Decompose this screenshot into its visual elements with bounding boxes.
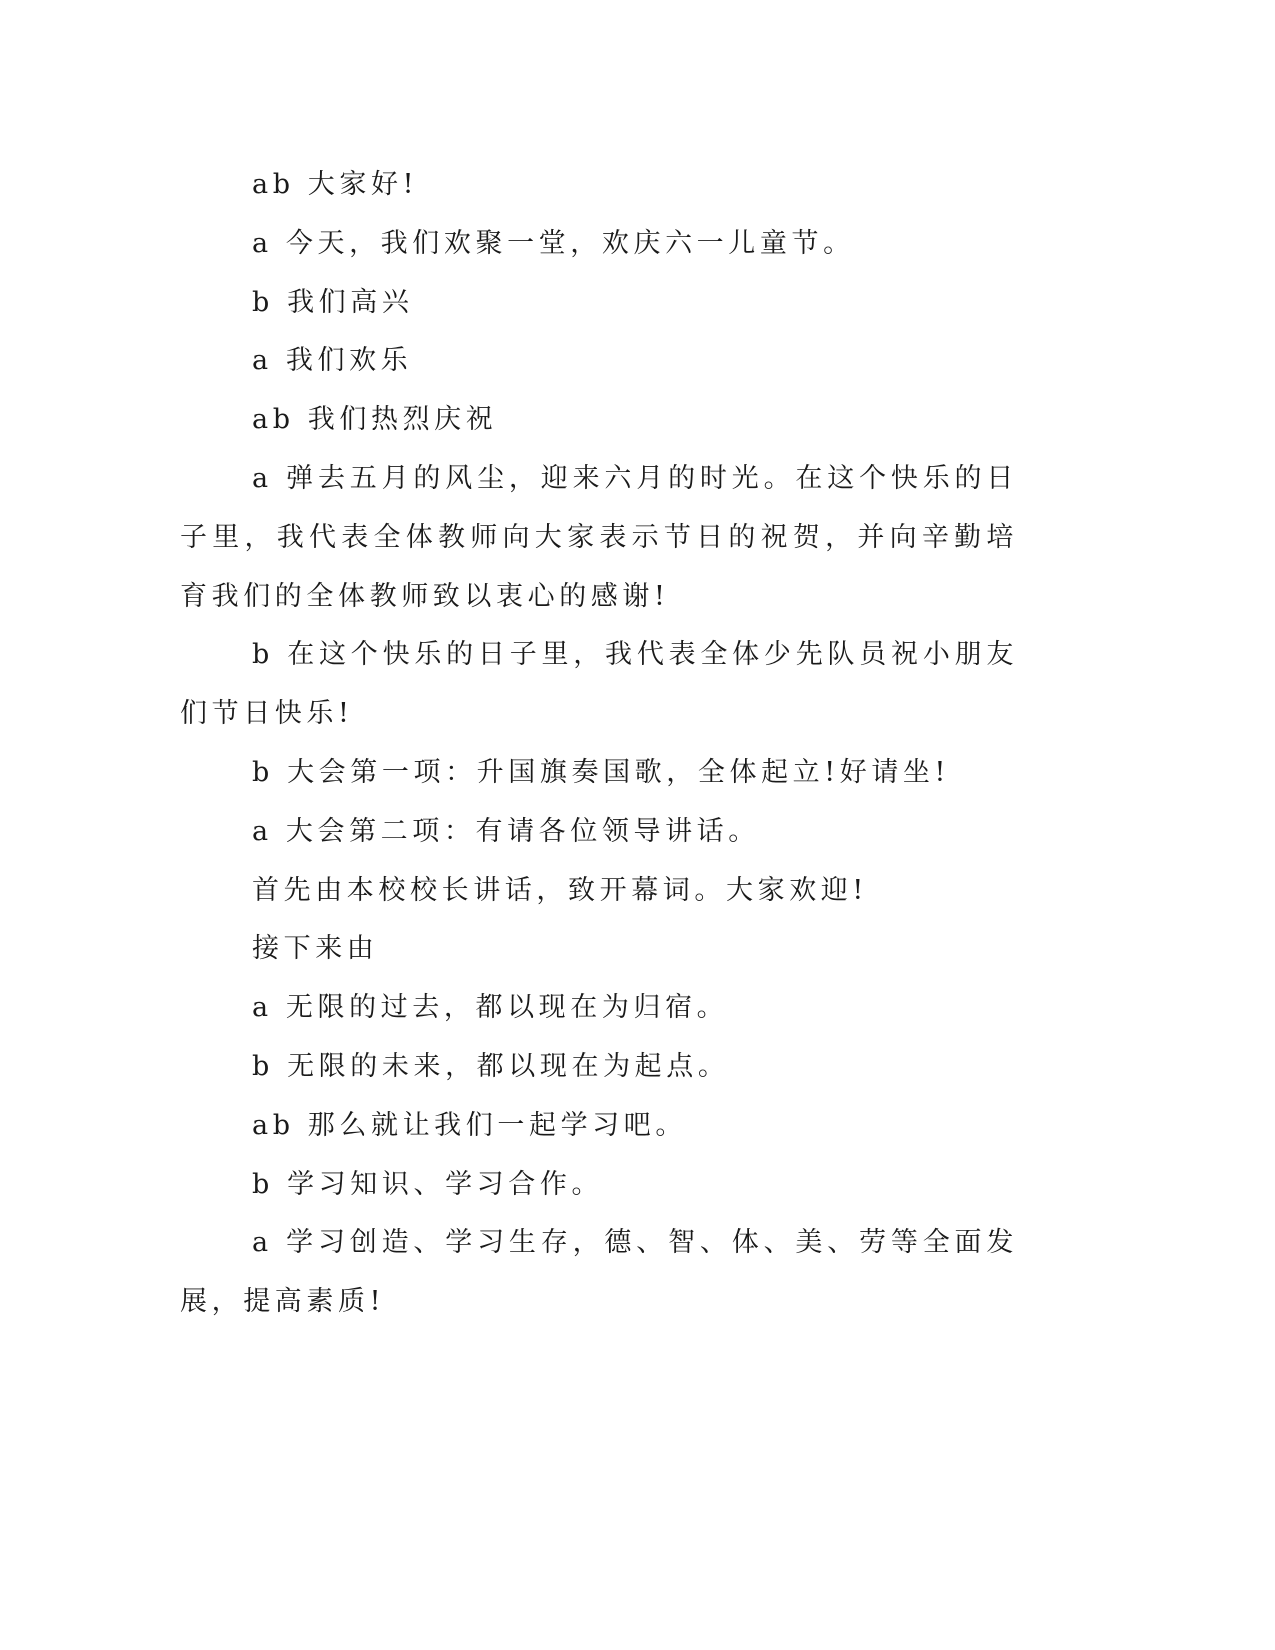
paragraph: ab 我们热烈庆祝 — [252, 404, 498, 436]
paragraph: b 在这个快乐的日子里，我代表全体少先队员祝小朋友们节日快乐! — [180, 639, 1018, 730]
paragraph: a 大会第二项：有请各位领导讲话。 — [252, 815, 760, 847]
paragraph: a 学习创造、学习生存，德、智、体、美、劳等全面发展，提高素质! — [180, 1227, 1018, 1318]
paragraph: ab 那么就让我们一起学习吧。 — [252, 1109, 687, 1141]
paragraph: a 无限的过去，都以现在为归宿。 — [252, 992, 729, 1024]
paragraph: a 弹去五月的风尘，迎来六月的时光。在这个快乐的日子里，我代表全体教师向大家表示节日的祝贺，并向辛勤培育我们的全体教师致以衷心的感谢! — [180, 462, 1018, 612]
paragraph: b 学习知识、学习合作。 — [252, 1168, 604, 1200]
paragraph: a 我们欢乐 — [252, 345, 413, 377]
paragraph: b 无限的未来，都以现在为起点。 — [252, 1050, 730, 1082]
paragraph: 首先由本校校长讲话，致开幕词。大家欢迎! — [252, 874, 868, 906]
paragraph: ab 大家好! — [252, 169, 419, 200]
document-body — [180, 156, 1018, 1332]
paragraph: 接下来由 — [252, 933, 379, 965]
paragraph: b 我们高兴 — [252, 286, 414, 318]
paragraph: a 今天，我们欢聚一堂，欢庆六一儿童节。 — [252, 227, 855, 259]
paragraph: b 大会第一项：升国旗奏国歌，全体起立!好请坐! — [252, 756, 950, 788]
